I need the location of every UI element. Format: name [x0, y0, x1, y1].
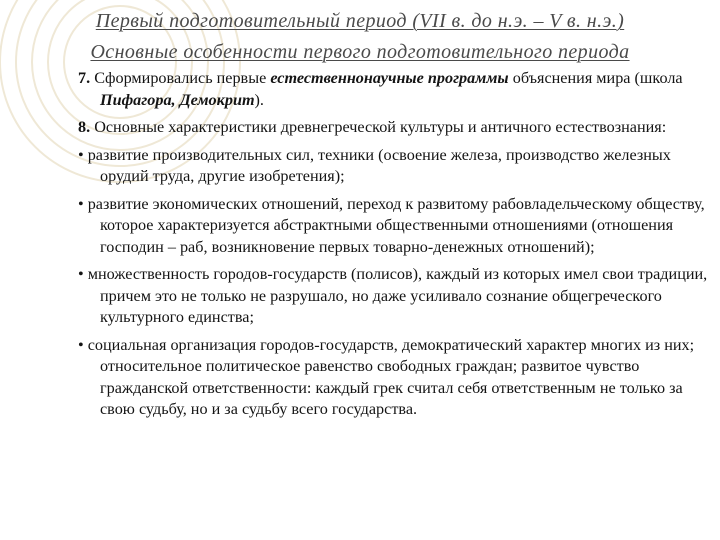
paragraph-7-number: 7.	[78, 69, 91, 87]
paragraph-7-text-2: объяснения мира (школа	[508, 69, 683, 87]
slide-title-line-2: Основные особенности первого подготовительного периода	[90, 41, 630, 63]
paragraph-7	[78, 68, 712, 111]
bullet-item: • множественность городов-государств (полисов), каждый из которых имел свои традиции, причем это не только не разрушало, но даже усиливало сознание общегреческого культурного единства;	[78, 265, 708, 326]
bullet-item: • социальная организация городов-государств, демократический характер многих из них; относительное политическое равенство свободных граждан; развитое чувство гражданской ответственности: каждый грек считал себя ответственным не только за свою судьбу, но и за судьбу всего государства.	[78, 335, 695, 418]
paragraph-8-text: Основные характеристики древнегреческой культуры и античного естествознания:	[90, 118, 667, 136]
bullet-item: • развитие производительных сил, техники (освоение железа, производство железных орудий труда, другие изобретения);	[78, 145, 671, 185]
paragraph-7-emphasis-names: Пифагора, Демокрит	[100, 90, 255, 109]
paragraph-7-text-1: Сформировались первые	[90, 69, 271, 87]
paragraph-8-number: 8.	[78, 118, 91, 136]
slide-title-line-1: Первый подготовительный период (VII в. до н.э. – V в. н.э.)	[95, 10, 625, 32]
paragraph-7-emphasis-programs: естественнонаучные программы	[270, 69, 509, 87]
paragraph-7-text-3: ).	[254, 90, 264, 109]
paragraph-8	[78, 117, 712, 139]
bullet-item: • развитие экономических отношений, переход к развитому рабовладельческому обществу, которое характеризуется абстрактными общественными отношениями (отношения господин – раб, возникновение первых товарно-денежных отношений);	[78, 194, 705, 256]
slide-content	[78, 68, 712, 427]
